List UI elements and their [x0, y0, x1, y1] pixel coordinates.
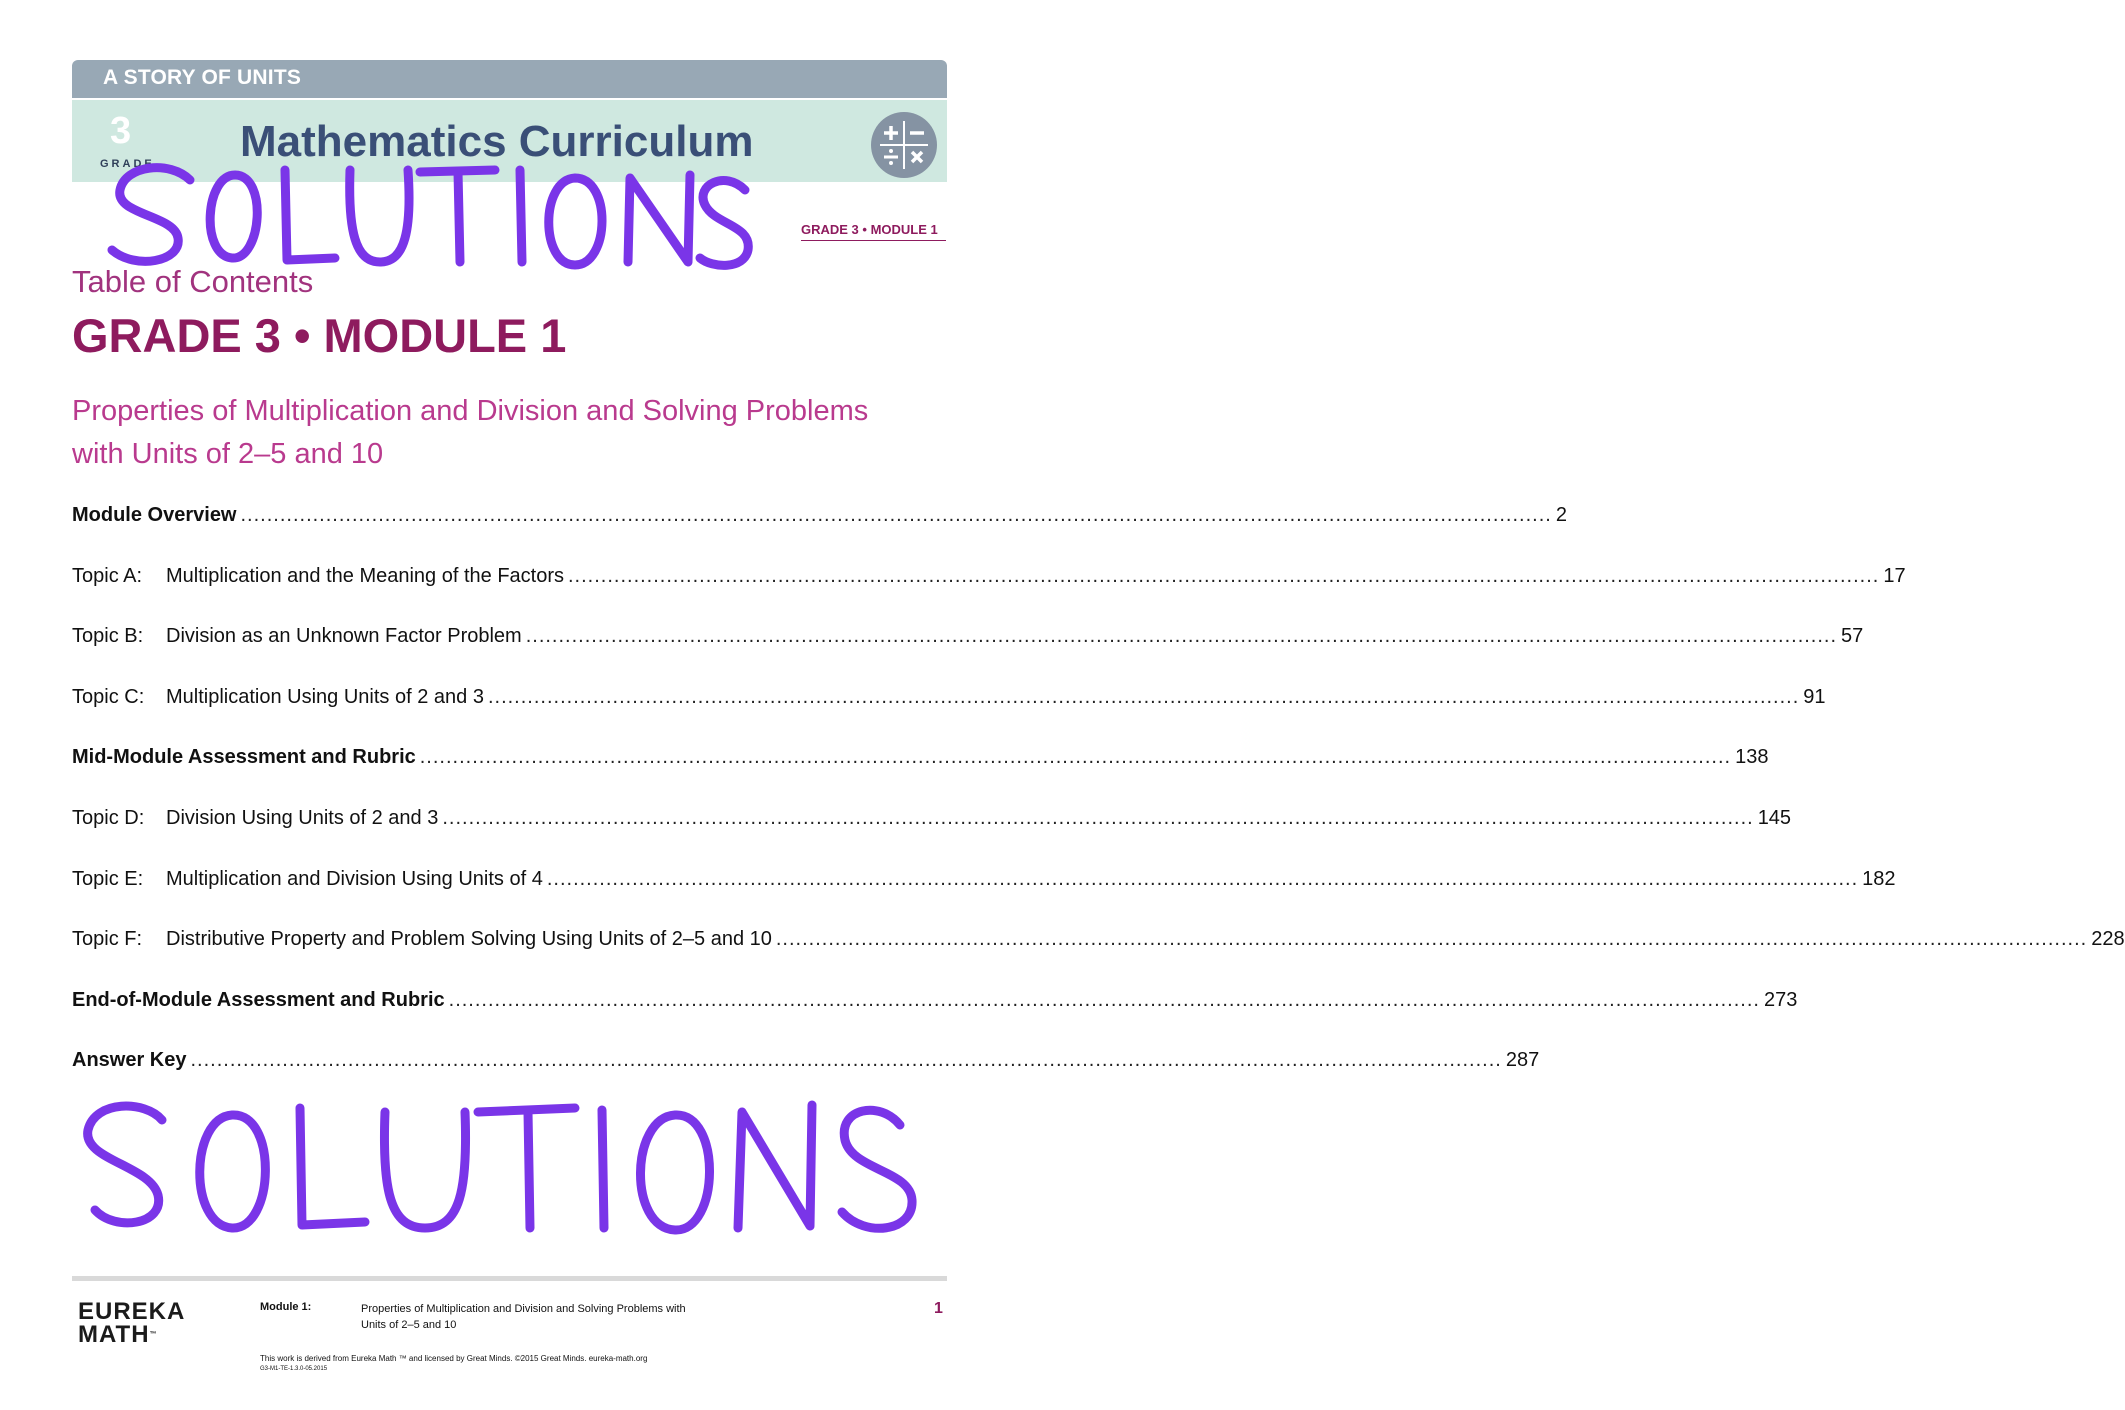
module-tag: GRADE 3 • MODULE 1 — [801, 222, 938, 237]
footer-page-number: 1 — [934, 1300, 943, 1317]
toc-entry-title: Division as an Unknown Factor Problem — [166, 625, 522, 647]
footer-desc-line-1: Properties of Multiplication and Division and Solving Problems with — [361, 1303, 686, 1315]
toc-dot-leader: ........................................................................................................................................................................................................ — [568, 565, 1880, 587]
toc-entry-code: Topic E: — [72, 868, 144, 890]
toc-entry[interactable] — [72, 807, 1792, 835]
toc-entry-code: Topic C: — [72, 686, 145, 708]
toc-entry-title: Multiplication Using Units of 2 and 3 — [166, 686, 484, 708]
handwritten-solutions-top — [112, 168, 748, 266]
toc-entry[interactable] — [72, 1049, 1540, 1077]
toc-dot-leader: ........................................................................................................................................................................................................ — [525, 625, 1838, 647]
grade-number: 3 — [110, 110, 132, 152]
logo-line-2: MATH — [78, 1321, 150, 1348]
series-label: A STORY OF UNITS — [103, 66, 302, 89]
trademark-mark: ™ — [149, 1331, 157, 1338]
footer-doc-code: G3-M1-TE-1.3.0-05.2015 — [260, 1366, 328, 1372]
curriculum-title: Mathematics Curriculum — [240, 117, 754, 166]
toc-entry-code: Topic A: — [72, 565, 143, 587]
toc-entry-page: 228 — [2091, 928, 2125, 950]
toc-entry-page: 145 — [1757, 807, 1792, 829]
module-heading: GRADE 3 • MODULE 1 — [72, 309, 567, 362]
toc-entry[interactable] — [72, 746, 1769, 774]
toc-entry-title: End-of-Module Assessment and Rubric — [72, 989, 445, 1011]
toc-entry-page: 138 — [1735, 746, 1769, 768]
toc-entry-page: 57 — [1841, 625, 1864, 647]
footer-module-description — [361, 1301, 781, 1333]
toc-entry-title: Answer Key — [72, 1049, 187, 1071]
toc-entry[interactable] — [72, 989, 1798, 1017]
toc-dot-leader: ........................................................................................................................................................................................................ — [190, 1049, 1502, 1071]
toc-entry-code: Topic F: — [72, 928, 143, 950]
toc-entry-title: Distributive Property and Problem Solving Using Units of 2–5 and 10 — [166, 928, 772, 950]
footer-module-label: Module 1: — [260, 1301, 312, 1313]
toc-entry-page: 273 — [1763, 989, 1798, 1011]
toc-entry-title: Mid-Module Assessment and Rubric — [72, 746, 416, 768]
logo-line-2-wrap — [78, 1323, 185, 1346]
toc-entry-title: Multiplication and the Meaning of the Factors — [166, 565, 564, 587]
toc-entry[interactable] — [72, 625, 1864, 653]
logo-line-1: EUREKA — [78, 1298, 186, 1325]
toc-entry[interactable] — [72, 565, 1906, 593]
toc-entry-page: 17 — [1883, 565, 1906, 587]
footer-license: This work is derived from Eureka Math ™ and licensed by Great Minds. ©2015 Great Minds. eureka-math.org — [260, 1354, 648, 1363]
toc-entry-page: 182 — [1862, 868, 1896, 890]
toc-label: Table of Contents — [72, 264, 314, 299]
toc-entry-title: Multiplication and Division Using Units of 4 — [166, 868, 543, 890]
toc-dot-leader: ........................................................................................................................................................................................................ — [546, 868, 1859, 890]
toc-entry-page: 287 — [1505, 1049, 1540, 1071]
module-subtitle: Properties of Multiplication and Division and Solving Problems with Units of 2–5 and 10 — [72, 395, 869, 470]
toc-entry-code: Topic B: — [72, 625, 144, 647]
module-tag-underline — [801, 240, 946, 241]
toc-dot-leader: ........................................................................................................................................................................................................ — [442, 807, 1754, 829]
toc-entry-page: 91 — [1803, 686, 1826, 708]
toc-dot-leader: ........................................................................................................................................................................................................ — [240, 504, 1552, 526]
toc-entry-title: Module Overview — [72, 504, 237, 526]
toc-entry[interactable] — [72, 504, 1567, 532]
toc-dot-leader: ........................................................................................................................................................................................................ — [419, 746, 1732, 768]
math-operations-icon — [870, 111, 938, 179]
toc-entry-code: Topic D: — [72, 807, 145, 829]
toc-entry[interactable] — [72, 868, 1896, 896]
toc-entry[interactable] — [72, 686, 1826, 714]
toc-entry[interactable] — [72, 928, 2125, 956]
toc-entry-title: Division Using Units of 2 and 3 — [166, 807, 439, 829]
toc-dot-leader: ........................................................................................................................................................................................................ — [775, 928, 2088, 950]
footer-divider — [72, 1276, 947, 1281]
toc-entry-page: 2 — [1555, 504, 1567, 526]
toc-dot-leader: ........................................................................................................................................................................................................ — [487, 686, 1800, 708]
footer-desc-line-2: Units of 2–5 and 10 — [361, 1319, 457, 1331]
toc-dot-leader: ........................................................................................................................................................................................................ — [448, 989, 1760, 1011]
handwritten-solutions-bottom — [88, 1105, 912, 1230]
eureka-math-logo — [78, 1300, 185, 1346]
grade-label: GRADE — [100, 158, 155, 170]
